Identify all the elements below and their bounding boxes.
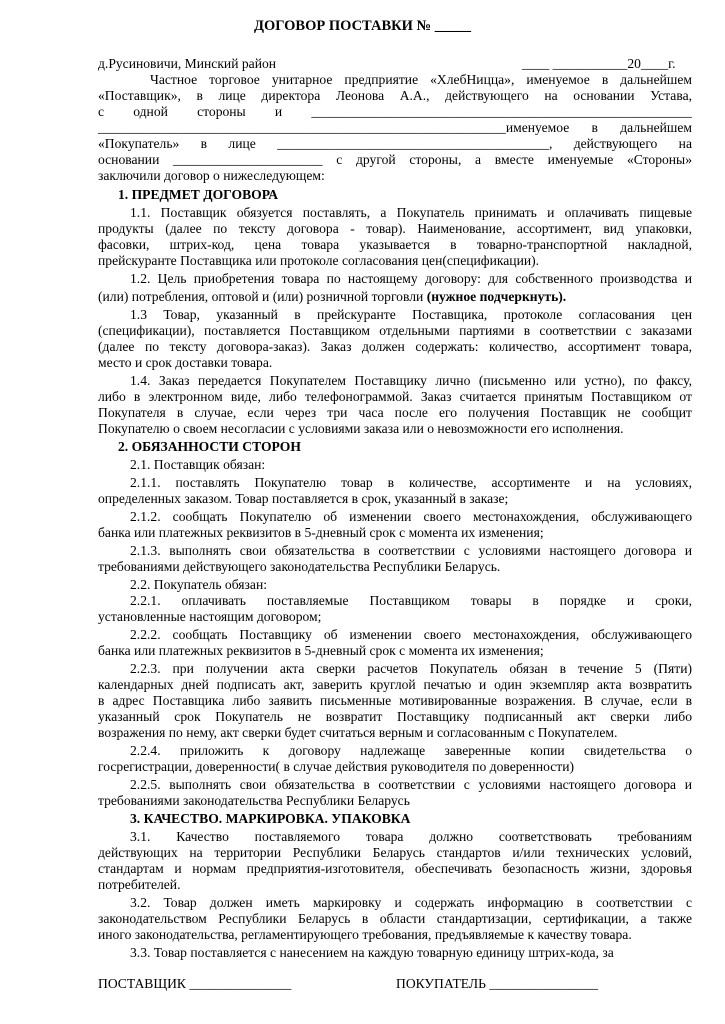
contract-text-line: требованиями действующего законодательства Республики Беларусь. <box>98 559 501 574</box>
contract-text-line: возражения по нему, акт сверки будет считаться верным и согласованным с Покупателем. <box>98 725 618 740</box>
contract-text-line: требованиями законодательства Республики Беларусь <box>98 793 410 808</box>
contract-text-line: 2.2.3. при получении акта сверки расчетов Покупатель обязан в течение 5 (Пяти) <box>130 661 692 676</box>
contract-text-line: (или) потребления, оптовой и (или) розничной торговли (нужное подчеркнуть). <box>98 289 567 304</box>
contract-text-line: (далее по тексту договора-заказ). Заказ должен содержать: количество, ассортимент товара, <box>98 339 692 354</box>
supplier-signature: ПОСТАВЩИК _______________ <box>98 976 292 991</box>
contract-text-line: 1.1. Поставщик обязуется поставлять, а Покупатель принимать и оплачивать пищевые <box>130 205 692 220</box>
contract-text-line: законодательством Республики Беларусь в области стандартизации, сертификации, а также <box>98 911 692 926</box>
contract-text-line: банка или платежных реквизитов в 5-дневный срок с момента их изменения; <box>98 643 544 658</box>
contract-text-line: прейскуранте Поставщика или протоколе согласования цен(спецификации). <box>98 253 540 268</box>
contract-text-line: 1.3 Товар, указанный в прейскуранте Поставщика, протоколе согласования цен <box>130 307 692 322</box>
contract-text-line: место и срок доставки товара. <box>98 355 273 370</box>
contract-text-line: 2.2.5. выполнять свои обязательства в соответствии с условиями настоящего договора и <box>130 777 692 792</box>
contract-text-line: фасовки, штрих-код, цена товара указывается в товарно-транспортной накладной, <box>98 237 692 252</box>
contract-text-line: Покупателя в случае, если через три часа после его получения Поставщик не сообщит <box>98 405 692 420</box>
contract-text-line: указанный срок Покупатель не возвратит Поставщику подписанный акт сверки либо <box>98 709 692 724</box>
contract-text-line: 2.2. Покупатель обязан: <box>130 577 268 592</box>
contract-text-line: ____________________________________________________________именуемое в дальнейшем <box>98 120 692 135</box>
contract-text-line: потребителей. <box>98 877 181 892</box>
contract-text-line: банка или платежных реквизитов в 5-дневный срок с момента их изменения; <box>98 525 544 540</box>
contract-text-line: 2.2.2. сообщать Поставщику об изменении своего местонахождения, обслуживающего <box>130 627 692 642</box>
contract-text-line: «Покупатель» в лице ________________________________________, действующего на <box>98 136 692 151</box>
section-heading: 1. ПРЕДМЕТ ДОГОВОРА <box>118 187 279 202</box>
contract-text-line: календарных дней подписать акт, заверить круглой печатью и один экземпляр акта возвратить <box>98 677 692 692</box>
section-heading: 3. КАЧЕСТВО. МАРКИРОВКА. УПАКОВКА <box>130 811 411 826</box>
buyer-signature: ПОКУПАТЕЛЬ ________________ <box>396 976 599 991</box>
contract-text-line: госрегистрации, доверенности( в случае действия руководителя по доверенности) <box>98 759 575 774</box>
contract-text-line: либо в электронном виде, либо телефонограммой. Заказ считается принятым Поставщиком от <box>98 389 692 404</box>
contract-text-line: определенных заказом. Товар поставляется в срок, указанный в заказе; <box>98 491 509 506</box>
contract-date: ____ ___________20____г. <box>522 56 676 71</box>
contract-text-line: Покупателю о своем несогласии с условиями заказа или о невозможности его исполнения. <box>98 421 624 436</box>
contract-text-line: заключили договор о нижеследующем: <box>98 168 325 183</box>
contract-text-line: 2.2.1. оплачивать поставляемые Поставщиком товары в порядке и сроки, <box>130 593 692 608</box>
contract-text-line: действующих на территории Республики Беларусь стандартов и/или технических условий, <box>98 845 692 860</box>
contract-text-line: 2.1.2. сообщать Покупателю об изменении своего местонахождения, обслуживающего <box>130 509 692 524</box>
contract-text-line: (спецификации), поставляется Поставщиком отдельными партиями в соответствии с заказами <box>98 323 692 338</box>
contract-text-line: иного законодательства, регламентирующего требования, предъявляемые к качеству товара. <box>98 927 632 942</box>
contract-text-line: в адрес Поставщика либо заявить письменные мотивированные возражения. В случае, если в <box>98 693 692 708</box>
contract-text-line: Частное торговое унитарное предприятие «ХлебНицца», именуемое в дальнейшем <box>150 72 692 87</box>
contract-text-line: 2.1.1. поставлять Покупателю товар в количестве, ассортименте и на условиях, <box>130 475 692 490</box>
section-heading: 2. ОБЯЗАННОСТИ СТОРОН <box>118 439 301 454</box>
contract-text-line: с одной стороны и ________________________________________________________ <box>98 104 692 119</box>
contract-text-line: 2.2.4. приложить к договору надлежаще заверенные копии свидетельства о <box>130 743 692 758</box>
contract-text-line: 1.4. Заказ передается Покупателем Поставщику лично (письменно или устно), по факсу, <box>130 373 692 388</box>
contract-text-line: стандартам и нормам предприятия-изготовителя, обеспечивать безопасность жизни, здоровья <box>98 861 692 876</box>
contract-place: д.Русиновичи, Минский район <box>98 56 277 71</box>
contract-text-line: продукты (далее по тексту договора - товар). Наименование, ассортимент, вид упаковки, <box>98 221 692 236</box>
contract-text-line: основании ______________________ с другой стороны, а вместе именуемые «Стороны» <box>98 152 692 167</box>
contract-text-line: «Поставщик», в лице директора Леонова А.А., действующего на основании Устава, <box>98 88 692 103</box>
contract-text-line: 2.1.3. выполнять свои обязательства в соответствии с условиями настоящего договора и <box>130 543 692 558</box>
contract-text-line: 3.3. Товар поставляется с нанесением на каждую товарную единицу штрих-кода, за <box>130 945 614 960</box>
contract-text-line: установленные настоящим договором; <box>98 609 322 624</box>
contract-text-line: 1.2. Цель приобретения товара по настоящему договору: для собственного производства и <box>130 271 692 286</box>
contract-text-line: 2.1. Поставщик обязан: <box>130 457 266 472</box>
document-title: ДОГОВОР ПОСТАВКИ № _____ <box>254 18 471 34</box>
contract-text-line: 3.1. Качество поставляемого товара должно соответствовать требованиям <box>130 829 692 844</box>
emphasis-text: (нужное подчеркнуть). <box>426 289 567 304</box>
contract-text-line: 3.2. Товар должен иметь маркировку и содержать информацию в соответствии с <box>130 895 692 910</box>
